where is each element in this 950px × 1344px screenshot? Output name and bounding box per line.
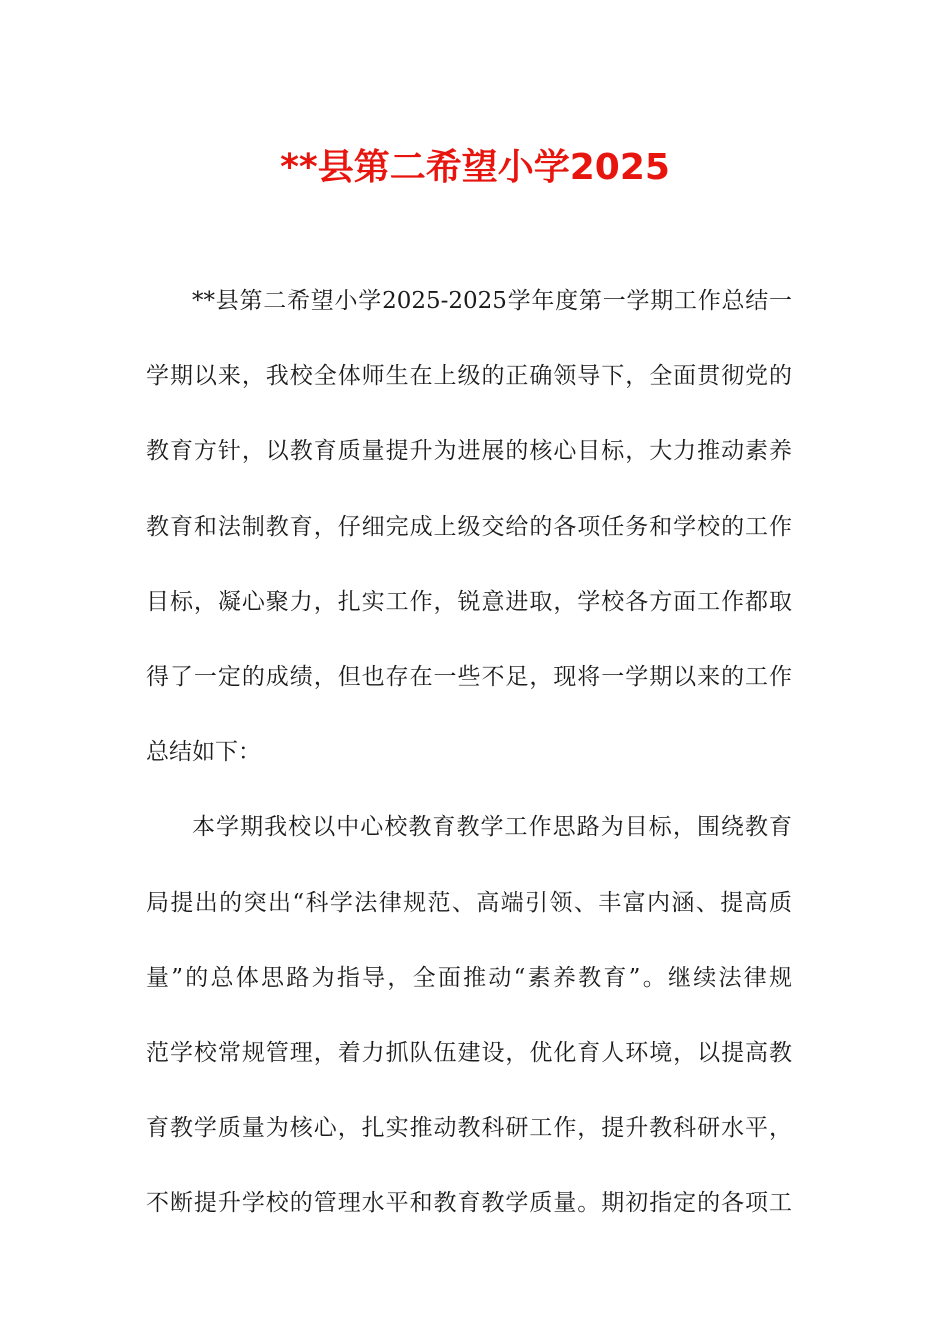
paragraph-2-line-3: 量”的总体思路为指导，全面推动“素养教育”。继续法律规 [146,964,792,991]
paragraph-2-line-2: 局提出的突出“科学法律规范、高端引领、丰富内涵、提高质 [146,889,792,916]
paragraph-1-line-1: **县第二希望小学2025-2025学年度第一学期工作总结一 [192,288,792,314]
paragraph-1-line-3: 教育方针，以教育质量提升为进展的核心目标，大力推动素养 [146,438,792,465]
paragraph-1-line-5: 目标，凝心聚力，扎实工作，锐意进取，学校各方面工作都取 [146,588,792,615]
paragraph-1-line-7: 总结如下： [146,739,261,766]
paragraph-2-line-5: 育教学质量为核心，扎实推动教科研工作，提升教科研水平， [146,1115,792,1142]
paragraph-2-line-1: 本学期我校以中心校教育教学工作思路为目标，围绕教育 [192,814,792,841]
paragraph-1-line-4: 教育和法制教育，仔细完成上级交给的各项任务和学校的工作 [146,513,792,540]
paragraph-1-line-2: 学期以来，我校全体师生在上级的正确领导下，全面贯彻党的 [146,363,792,390]
document-title: **县第二希望小学2025 [280,147,670,188]
paragraph-2-line-6: 不断提升学校的管理水平和教育教学质量。期初指定的各项工 [146,1190,792,1217]
paragraph-2-line-4: 范学校常规管理，着力抓队伍建设，优化育人环境，以提高教 [146,1039,792,1066]
document-body [146,282,792,1259]
paragraph-1-line-6: 得了一定的成绩，但也存在一些不足，现将一学期以来的工作 [146,663,792,690]
